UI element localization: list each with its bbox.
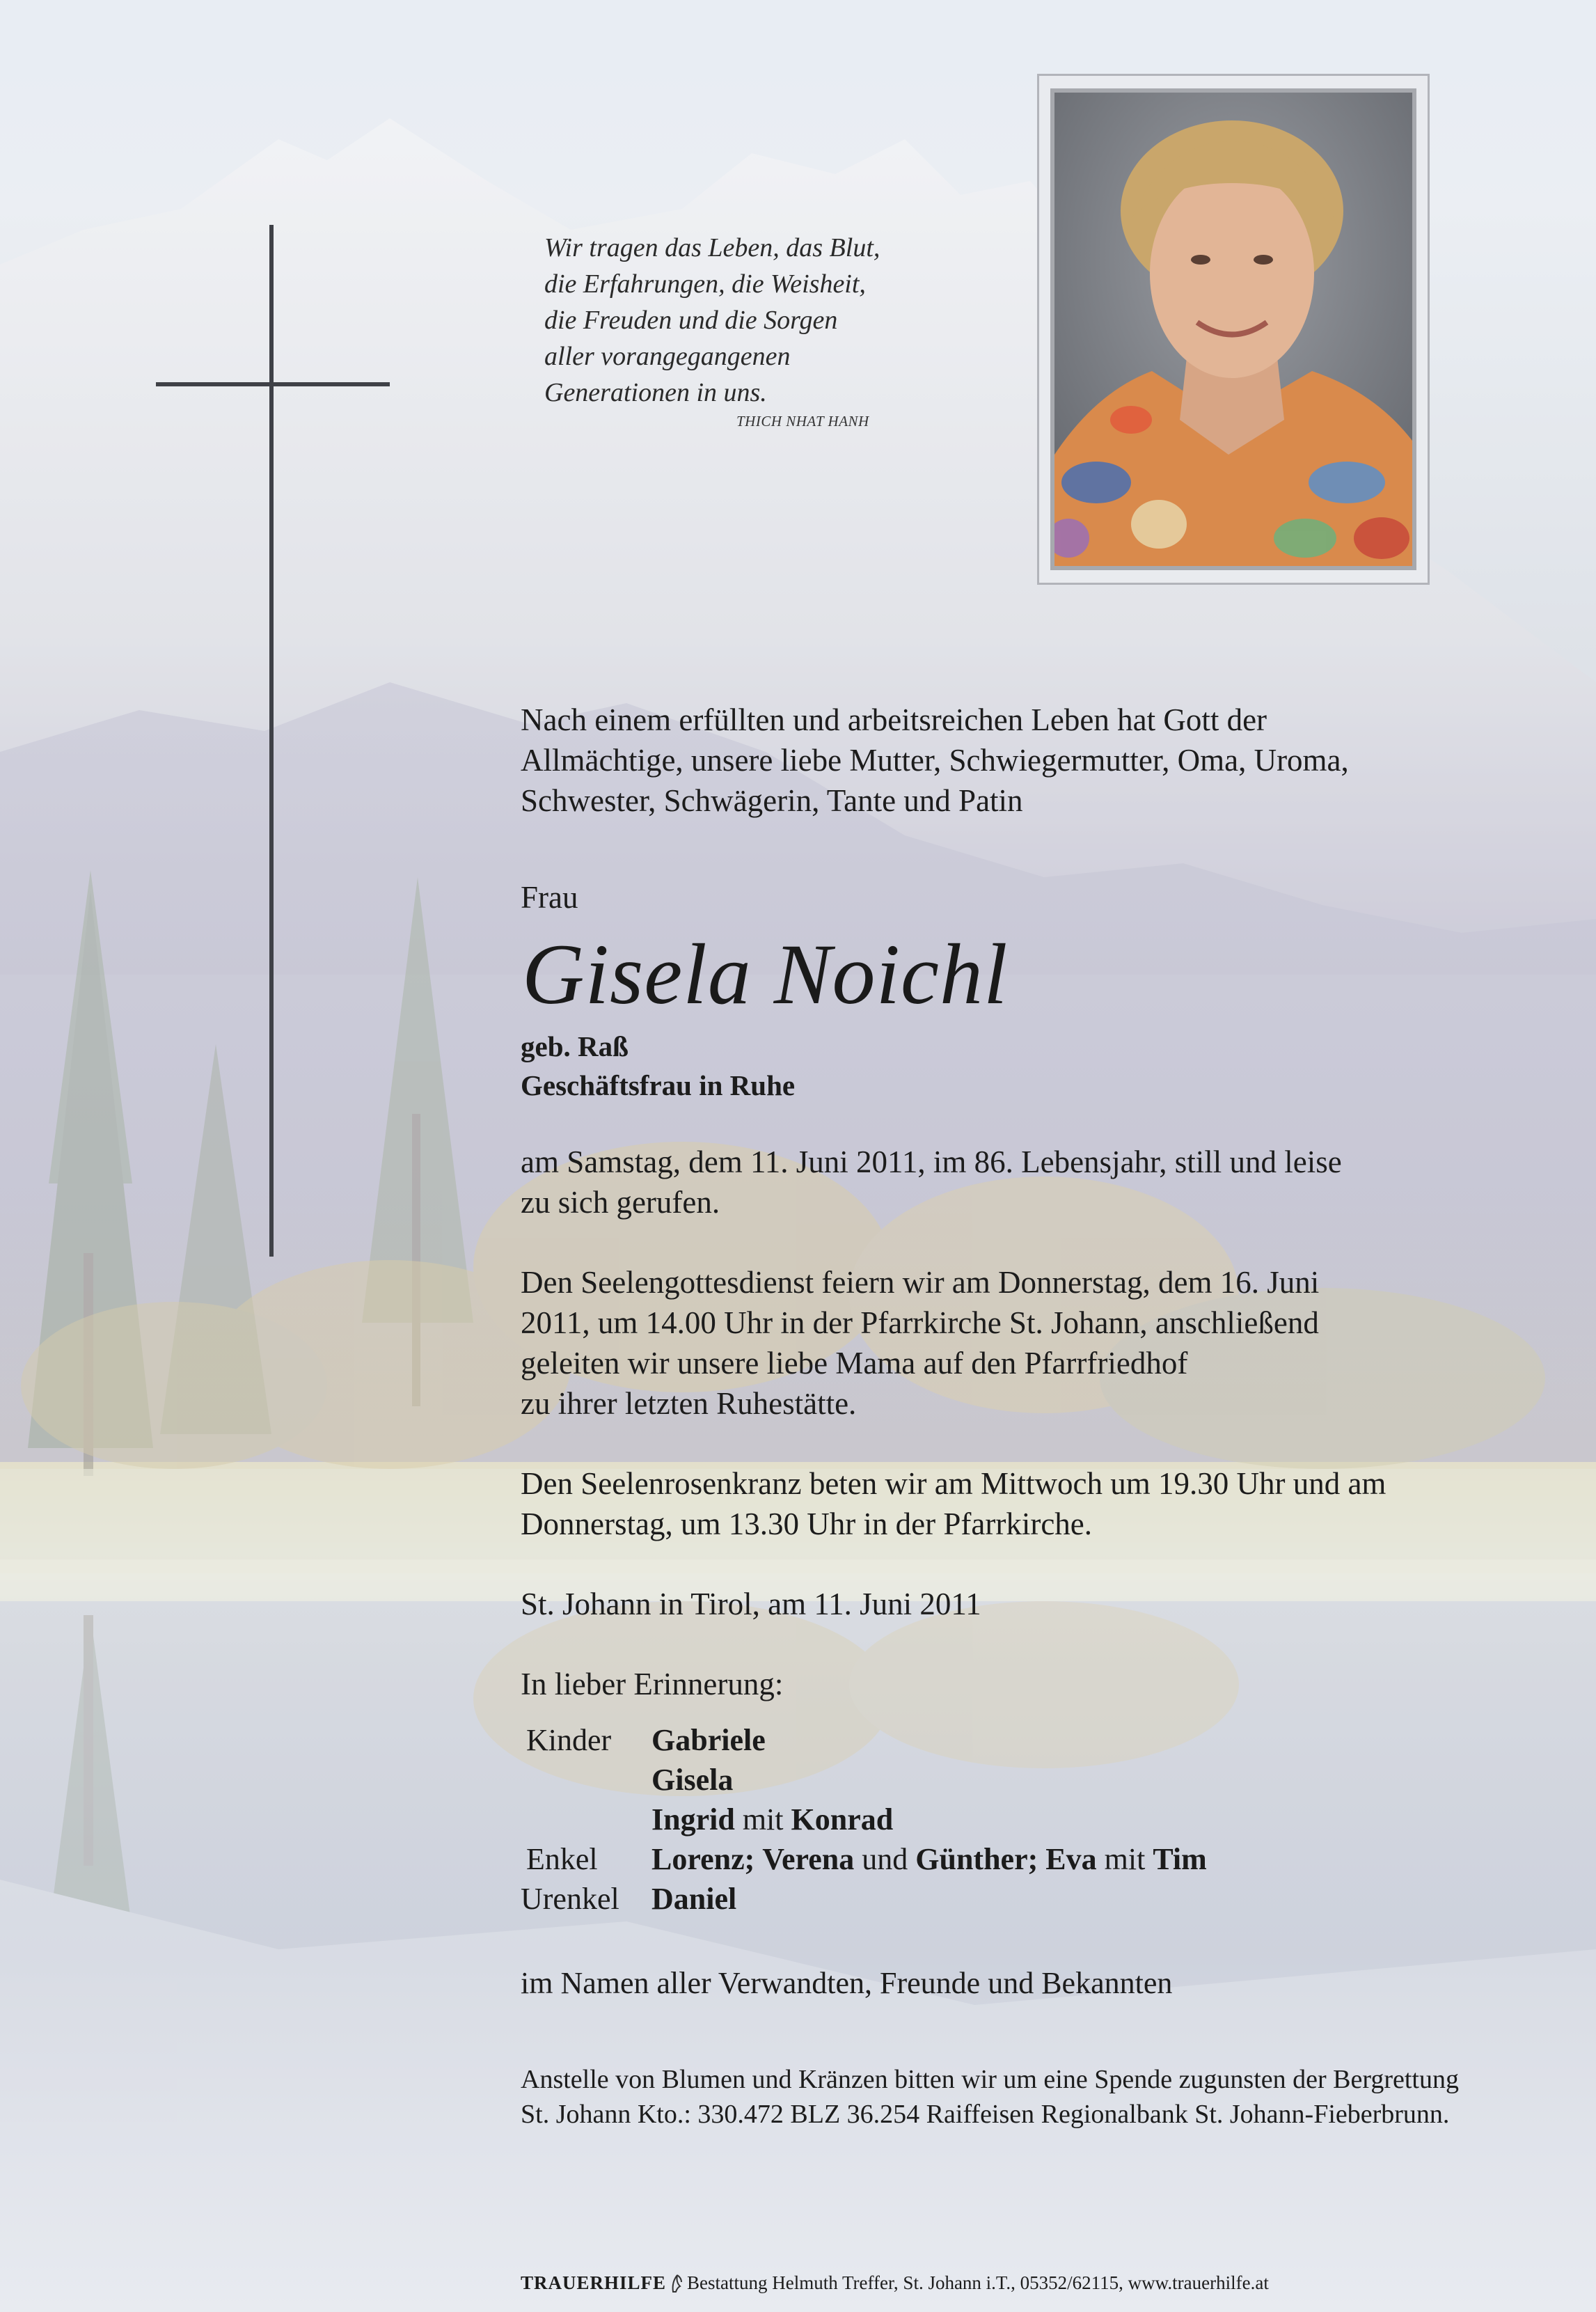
quote-line: Generationen in uns.	[544, 378, 767, 407]
maiden-name: geb. Raß	[521, 1030, 629, 1062]
rosary-line: Den Seelenrosenkranz beten wir am Mittwoch um 19.30 Uhr und am	[521, 1466, 1386, 1501]
deceased-name: Gisela Noichl	[522, 927, 1009, 1022]
footer-text: Bestattung Helmuth Treffer, St. Johann i.T., 05352/62115, www.trauerhilfe.at	[687, 2272, 1269, 2293]
trauerhilfe-logo-icon	[669, 2272, 684, 2293]
connector: mit	[1104, 1842, 1146, 1876]
quote-line: die Erfahrungen, die Weisheit,	[544, 269, 866, 299]
family-member: Gabriele	[651, 1723, 766, 1757]
funeral-line: Den Seelengottesdienst feiern wir am Donnerstag, dem 16. Juni	[521, 1265, 1320, 1300]
quote-line: die Freuden und die Sorgen	[544, 306, 838, 335]
family-row-kinder	[521, 1800, 893, 1839]
family-member: Tim	[1153, 1842, 1207, 1876]
family-row-urenkel	[521, 1880, 736, 1919]
memory-heading: In lieber Erinnerung:	[521, 1667, 784, 1701]
family-member: Ingrid	[651, 1802, 735, 1837]
intro-line: Nach einem erfüllten und arbeitsreichen Leben hat Gott der	[521, 702, 1267, 737]
donation-line: St. Johann Kto.: 330.472 BLZ 36.254 Raiffeisen Regionalbank St. Johann-Fieberbrunn.	[521, 2100, 1450, 2129]
place-date: St. Johann in Tirol, am 11. Juni 2011	[521, 1587, 981, 1621]
intro-line: Schwester, Schwägerin, Tante und Patin	[521, 783, 1023, 818]
intro-line: Allmächtige, unsere liebe Mutter, Schwiegermutter, Oma, Uroma,	[521, 743, 1349, 778]
family-member: Konrad	[791, 1802, 894, 1837]
footer	[521, 2271, 1269, 2295]
cross-icon-vertical	[269, 225, 274, 1257]
family-row-kinder	[521, 1721, 766, 1760]
portrait-photo	[1050, 88, 1416, 570]
family-member: Verena	[762, 1842, 855, 1876]
funeral-line: geleiten wir unsere liebe Mama auf den Pfarrfriedhof	[521, 1346, 1188, 1381]
funeral-line: 2011, um 14.00 Uhr in der Pfarrkirche St. Johann, anschließend	[521, 1305, 1319, 1340]
family-label: Enkel	[526, 1842, 598, 1876]
connector: und	[862, 1842, 908, 1876]
rosary-line: Donnerstag, um 13.30 Uhr in der Pfarrkirche.	[521, 1507, 1093, 1541]
family-member: Gisela	[651, 1763, 734, 1797]
family-member: Eva	[1045, 1842, 1097, 1876]
donation-line: Anstelle von Blumen und Kränzen bitten wir um eine Spende zugunsten der Bergrettung	[521, 2065, 1459, 2094]
quote	[544, 230, 990, 411]
closing: im Namen aller Verwandten, Freunde und Bekannten	[521, 1966, 1173, 2000]
salutation: Frau	[521, 880, 578, 915]
cross-icon-horizontal	[156, 382, 390, 386]
family-row-kinder	[521, 1761, 733, 1800]
footer-brand: TRAUERHILFE	[521, 2272, 667, 2293]
portrait-frame	[1037, 74, 1430, 585]
portrait-illustration	[1054, 93, 1412, 566]
family-member: Daniel	[651, 1882, 737, 1916]
connector: mit	[742, 1802, 784, 1837]
funeral-line: zu ihrer letzten Ruhestätte.	[521, 1386, 857, 1421]
family-label: Kinder	[526, 1723, 612, 1757]
family-row-enkel	[521, 1840, 1207, 1879]
family-member: Lorenz;	[651, 1842, 755, 1876]
quote-author: THICH NHAT HANH	[736, 413, 869, 430]
quote-line: Wir tragen das Leben, das Blut,	[544, 233, 880, 262]
death-line: zu sich gerufen.	[521, 1185, 720, 1220]
death-line: am Samstag, dem 11. Juni 2011, im 86. Lebensjahr, still und leise	[521, 1145, 1342, 1179]
family-member: Günther;	[915, 1842, 1038, 1876]
family-label: Urenkel	[521, 1882, 619, 1916]
occupation: Geschäftsfrau in Ruhe	[521, 1069, 796, 1101]
quote-line: aller vorangegangenen	[544, 342, 791, 371]
